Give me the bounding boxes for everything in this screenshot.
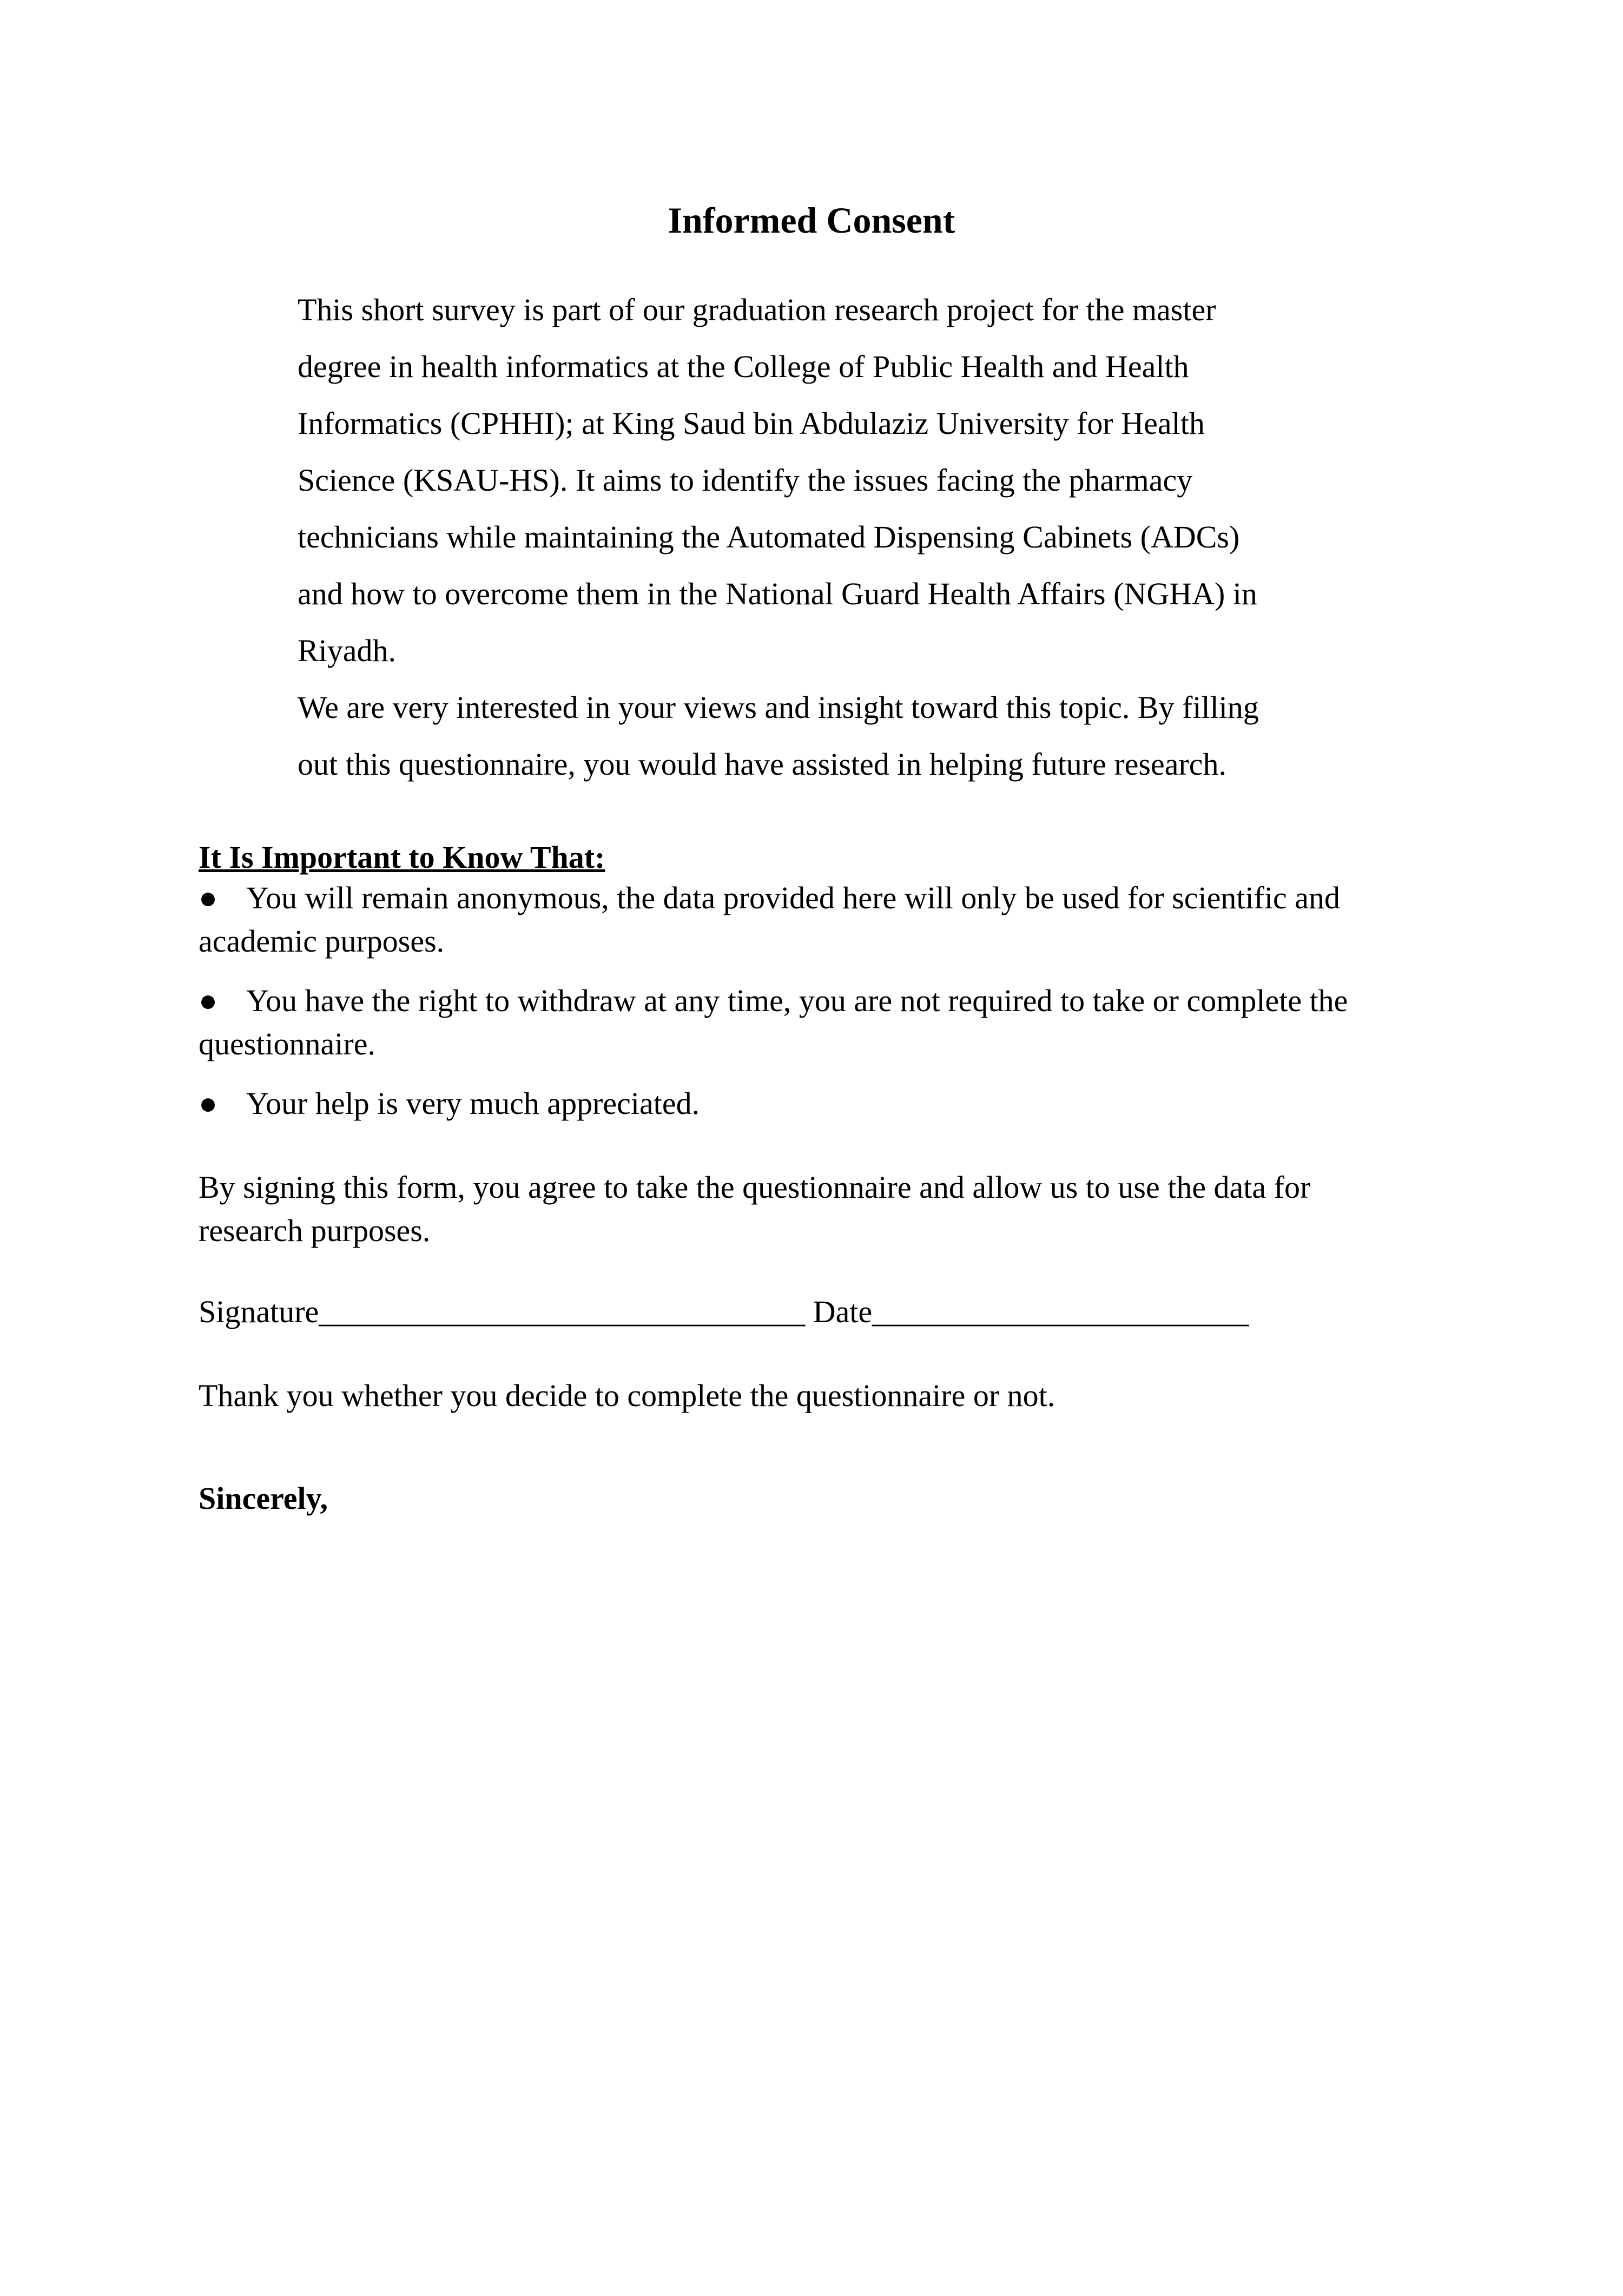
bullet-text: You will remain anonymous, the data provided here will only be used for scientific and [246,880,1341,915]
signature-date-line: Signature_______________________________ Date________________________ [199,1294,1249,1329]
important-heading: It Is Important to Know That: [199,840,605,875]
bullet-icon: ● [199,983,218,1018]
intro-line: technicians while maintaining the Automated Dispensing Cabinets (ADCs) [298,519,1240,555]
list-item [199,1082,1443,1125]
intro-line: This short survey is part of our graduation research project for the master [298,292,1216,327]
bullet-text-continued: academic purposes. [199,923,445,959]
intro-line: and how to overcome them in the National Guard Health Affairs (NGHA) in [298,576,1257,611]
agreement-line: By signing this form, you agree to take the questionnaire and allow us to use the data for [199,1170,1311,1205]
bullet-text-continued: questionnaire. [199,1026,375,1061]
intro-line: degree in health informatics at the College of Public Health and Health [298,349,1189,384]
intro-line: We are very interested in your views and insight toward this topic. By filling [298,690,1259,725]
agreement-line: research purposes. [199,1213,431,1248]
intro-line: out this questionnaire, you would have assisted in helping future research. [298,747,1227,782]
intro-section [298,281,1352,793]
intro-line: Science (KSAU-HS). It aims to identify the issues facing the pharmacy [298,463,1193,498]
bullet-icon: ● [199,880,218,915]
bullet-list [199,876,1443,1142]
intro-line: Informatics (CPHHI); at King Saud bin Abdulaziz University for Health [298,406,1205,441]
list-item [199,876,1443,963]
thanks-text: Thank you whether you decide to complete the questionnaire or not. [199,1378,1055,1413]
closing-text: Sincerely, [199,1481,328,1516]
intro-line: Riyadh. [298,633,397,668]
agreement-paragraph [199,1166,1310,1252]
page-title: Informed Consent [668,200,955,241]
bullet-icon: ● [199,1086,218,1121]
list-item [199,979,1443,1066]
bullet-text: You have the right to withdraw at any time, you are not required to take or complete the [246,983,1348,1018]
bullet-text: Your help is very much appreciated. [246,1086,700,1121]
